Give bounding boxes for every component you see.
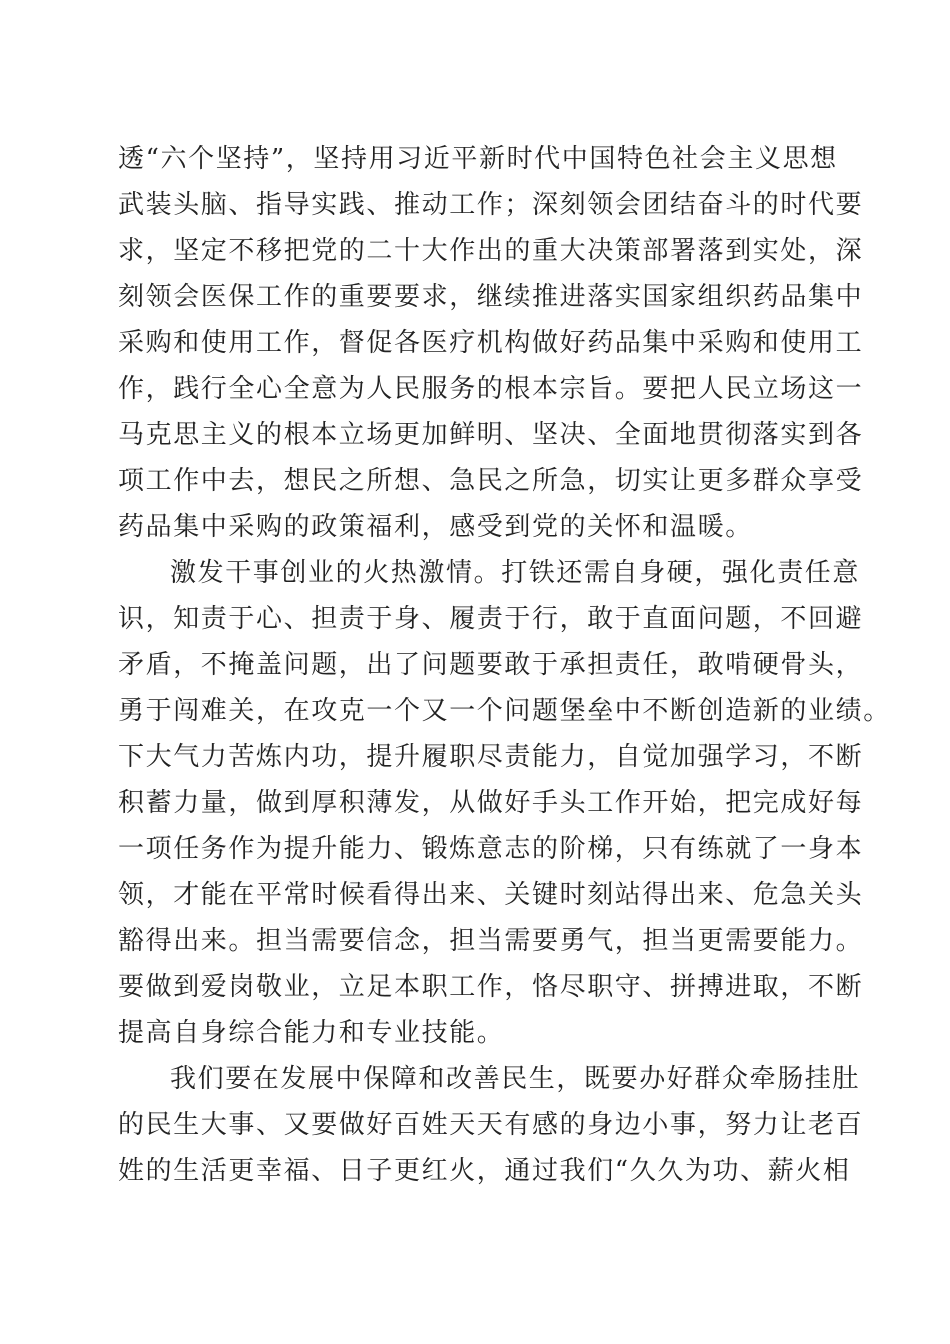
- paragraph-1-line-3: 求，坚定不移把党的二十大作出的重大决策部署落到实处，深: [118, 236, 864, 266]
- paragraph-1-line-6: 作，践行全心全意为人民服务的根本宗旨。要把人民立场这一: [118, 374, 864, 404]
- paragraph-3-line-1: 我们要在发展中保障和改善民生，既要办好群众牵肠挂肚: [170, 1064, 861, 1094]
- paragraph-2-line-5: 下大气力苦炼内功，提升履职尽责能力，自觉加强学习，不断: [118, 742, 864, 772]
- paragraph-2-line-3: 矛盾，不掩盖问题，出了问题要敢于承担责任，敢啃硬骨头，: [118, 650, 864, 680]
- paragraph-1-line-1: 透“六个坚持”，坚持用习近平新时代中国特色社会主义思想: [118, 144, 838, 174]
- paragraph-1-line-9: 药品集中采购的政策福利，感受到党的关怀和温暖。: [118, 512, 753, 542]
- paragraph-2-line-10: 要做到爱岗敬业，立足本职工作，恪尽职守、拼搏进取，不断: [118, 972, 864, 1002]
- paragraph-2-line-4: 勇于闯难关，在攻克一个又一个问题堡垒中不断创造新的业绩。: [118, 696, 891, 726]
- paragraph-1-line-2: 武装头脑、指导实践、推动工作；深刻领会团结奋斗的时代要: [118, 190, 864, 220]
- paragraph-2-line-7: 一项任务作为提升能力、锻炼意志的阶梯，只有练就了一身本: [118, 834, 864, 864]
- paragraph-3-line-3: 姓的生活更幸福、日子更红火，通过我们“久久为功、薪火相: [118, 1156, 851, 1186]
- paragraph-2-line-11: 提高自身综合能力和专业技能。: [118, 1018, 505, 1048]
- paragraph-2-line-6: 积蓄力量，做到厚积薄发，从做好手头工作开始，把完成好每: [118, 788, 864, 818]
- paragraph-2-line-8: 领，才能在平常时候看得出来、关键时刻站得出来、危急关头: [118, 880, 864, 910]
- paragraph-1-line-7: 马克思主义的根本立场更加鲜明、坚决、全面地贯彻落实到各: [118, 420, 864, 450]
- paragraph-2-line-9: 豁得出来。担当需要信念，担当需要勇气，担当更需要能力。: [118, 926, 864, 956]
- paragraph-2-line-1: 激发干事创业的火热激情。打铁还需自身硬，强化责任意: [170, 558, 861, 588]
- paragraph-2-line-2: 识，知责于心、担责于身、履责于行，敢于直面问题，不回避: [118, 604, 864, 634]
- paragraph-1-line-5: 采购和使用工作，督促各医疗机构做好药品集中采购和使用工: [118, 328, 864, 358]
- paragraph-1-line-8: 项工作中去，想民之所想、急民之所急，切实让更多群众享受: [118, 466, 864, 496]
- paragraph-1-line-4: 刻领会医保工作的重要要求，继续推进落实国家组织药品集中: [118, 282, 864, 312]
- paragraph-3-line-2: 的民生大事、又要做好百姓天天有感的身边小事，努力让老百: [118, 1110, 864, 1140]
